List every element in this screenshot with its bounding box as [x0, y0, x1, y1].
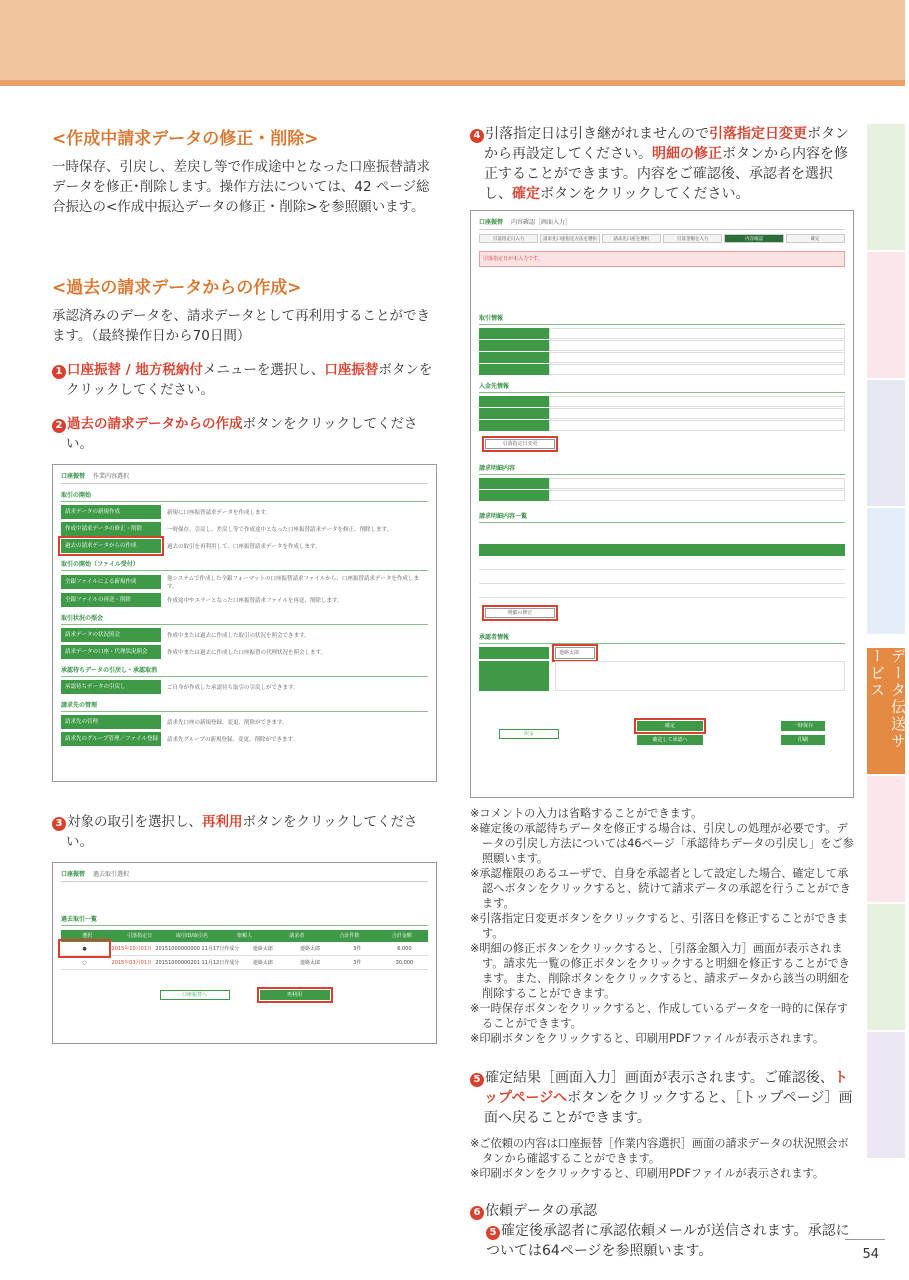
- table-cell: 2015年10月01日: [111, 946, 152, 952]
- index-tab: [867, 904, 905, 1032]
- column-header: 依頼人: [236, 933, 252, 939]
- header-band: [0, 0, 905, 80]
- note-item: ※一時保存ボタンをクリックすると、作成しているデータを一時的に保存することができます。: [470, 1002, 849, 1030]
- print-button[interactable]: 印刷: [781, 735, 825, 745]
- column-header: 選択: [82, 933, 93, 939]
- confirm-and-approve-button[interactable]: 確定して承認へ: [637, 735, 703, 745]
- note-item: ※明細の修正ボタンをクリックすると、［引落金額入力］画面が表示されます。請求先一覧の修正ボタンをクリックすると明細を修正することができます。また、削除ボタンをクリックすると、請求データから該当の明細を削除することができます。: [470, 942, 850, 1000]
- progress-step: 請求先口座を選択: [602, 234, 661, 243]
- category-heading: 取引の開始（ファイル受付）: [61, 559, 428, 571]
- index-tab: [867, 124, 905, 252]
- section-title: <作成中請求データの修正・削除>: [52, 129, 319, 149]
- change-debit-date-button[interactable]: 引落指定日変更: [485, 439, 555, 449]
- index-tabs: [867, 124, 905, 1154]
- table-cell: 連絡太郎: [252, 960, 273, 966]
- note-item: ※確定後の承認待ちデータを修正する場合は、引戻しの処理が必要です。データの引戻し方法については46ページ「承認待ちデータの引戻し」をご参照願います。: [470, 822, 854, 865]
- confirm-button[interactable]: 確定: [637, 721, 703, 731]
- menu-description: 請求先口座の新規登録、変更、削除ができます。: [167, 720, 288, 726]
- menu-description: 請求先グループの新規登録、変更、削除ができます。: [167, 737, 299, 743]
- table-cell: 20151000000000 11月17日作成分: [155, 946, 240, 952]
- progress-step: 確定: [786, 234, 845, 243]
- right-column: [470, 124, 854, 1261]
- table-cell: 2015年03月01日: [111, 960, 152, 966]
- table-cell: 3件: [353, 946, 362, 952]
- table-cell: 連絡太郎: [300, 946, 321, 952]
- note-item: ※承認権限のあるユーザで、自身を承認者として設定した場合、確定して承認へボタンをクリックすると、続けて請求データの承認を行うことができます。: [470, 867, 851, 910]
- note-item: ※印刷ボタンをクリックすると、印刷用PDFファイルが表示されます。: [470, 1167, 825, 1180]
- section-body: 一時保存、引戻し、差戻し等で作成途中となった口座振替請求データを修正･削除します。操作方法については、42 ページ総合振込の<作成中振込データの修正・削除>を参照願います。: [52, 159, 430, 215]
- menu-description: 一時保存、引戻し、差戻し等で作成途中となった口座振替請求データを修正、削除します。: [167, 527, 393, 533]
- menu-button[interactable]: 請求データの状況照会: [61, 628, 161, 642]
- row-radio[interactable]: ○: [82, 960, 87, 966]
- progress-step: 引落指定日入力: [479, 234, 538, 243]
- screenshot-past-trade-select: 口座振替 過去取引選択 過去取引一覧 選択 引落指定日 取引ID/取引名 依頼人 請求者 合計件数 合計金額 ● 2015年10月01日 20151000000000 11月17日作成分 連絡太郎 連絡太郎 3件 6,000 ○ 2015年03月01日 20151000000201 11月12日作成分 連絡太郎 連絡太郎 3件 30,000 口座振替へ 再利用: [52, 862, 437, 1044]
- notes-list: [470, 806, 854, 1046]
- table-cell: 連絡太郎: [300, 960, 321, 966]
- index-tab: [867, 380, 905, 508]
- menu-description: 他システムで作成した全銀フォーマットの口座振替請求ファイルから、口座振替請求データを作成します。: [167, 576, 419, 590]
- screenshot-task-select: 口座振替 作業内容選択 取引の開始 請求データの新規作成 新規に口座振替請求データを作成します。 作成中請求データの修正・削除 一時保存、引戻し、差戻し等で作成途中となった口座振替請求データを修正、削除します。 過去の請求データからの作成 過去の取引を再利用して、口座振替請求データを作成します。 取引の開始（ファイル受付） 全銀ファイルによる新規作成 他システムで作成した全銀フォーマットの口座振替請求ファイルから、口座振替請求データを作成します。 全銀ファイルの再送・削除 作成途中やエラーとなった口座振替請求ファイルを再送、削除します。 取引状況の照会 請求データの状況照会 作成中または過去に作成した取引の状況を照会できます。 請求データの口座・代理状況照会 作成中または過去に作成した口座振替の代理状況を照会します。 承認待ちデータの引戻し・承認取消 承認待ちデータの引戻し ご自身が作成した承認待ち取引の引戻しができます。 請求先の管理 請求先の管理 請求先口座の新規登録、変更、削除ができます。 請求先のグループ管理／ファイル登録 請求先グループの新規登録、変更、削除ができます。: [52, 464, 437, 782]
- alert-box: 引落指定日が未入力です。: [479, 251, 845, 267]
- menu-description: 作成中または過去に作成した口座振替の代理状況を照会します。: [167, 650, 327, 656]
- table-cell: 連絡太郎: [252, 946, 273, 952]
- category-heading: 承認待ちデータの引戻し・承認取消: [61, 665, 428, 677]
- note-item: ※引落指定日変更ボタンをクリックすると、引落日を修正することができます。: [470, 912, 849, 940]
- table-cell: 6,000: [397, 946, 412, 952]
- column-header: 請求者: [289, 933, 305, 939]
- index-tab: [867, 508, 905, 636]
- progress-step: 引落金額を入力: [663, 234, 722, 243]
- category-heading: 請求先の管理: [61, 700, 428, 712]
- table-row[interactable]: [61, 956, 428, 970]
- menu-button[interactable]: 請求データの口座・代理状況照会: [61, 645, 161, 659]
- step-2: 2 過去の請求データからの作成ボタンをクリックしてください。: [52, 414, 437, 454]
- menu-button[interactable]: 請求先の管理: [61, 715, 161, 729]
- menu-button[interactable]: 請求データの新規作成: [61, 505, 161, 519]
- table-cell: 20151000000201 11月12日作成分: [155, 960, 240, 966]
- step-1: 1 口座振替 / 地方税納付メニューを選択し、口座振替ボタンをクリックしてください。: [52, 360, 437, 400]
- column-header: 引落指定日: [127, 933, 153, 939]
- table-cell: 30,000: [395, 960, 414, 966]
- step-6: 6 依頼データの承認: [470, 1201, 854, 1221]
- index-tab-active: データ伝送サービス: [867, 648, 905, 776]
- column-header: 合計件数: [339, 933, 360, 939]
- section-title: <過去の請求データからの作成>: [52, 278, 302, 298]
- menu-button[interactable]: 全銀ファイルによる新規作成: [61, 575, 161, 589]
- approver-select[interactable]: 連絡太郎: [555, 647, 595, 659]
- row-radio[interactable]: ●: [61, 942, 108, 955]
- page-number: 54: [862, 1247, 879, 1262]
- temp-save-button[interactable]: 一時保存: [781, 721, 825, 731]
- menu-button[interactable]: 過去の請求データからの作成: [61, 539, 161, 553]
- reuse-button[interactable]: 再利用: [260, 990, 330, 1000]
- screenshot-content-confirm: 口座振替 内容確認［画面入力］ 引落指定日入力 請求先口座指定方法を選択 請求先口座を選択 引落金額を入力 内容確認 確定 引落指定日が未入力です。 取引情報 入金先情報 引落指定日変更 請求明細内容 請求明細内容一覧 明細の修正 承認者情報 連絡太郎 戻る 確定 確定して承認へ 一時保存 印刷: [470, 210, 854, 798]
- step-5: 5 確定結果［画面入力］画面が表示されます。ご確認後、トップページへボタンをクリックすると、［トップページ］画面へ戻ることができます。: [470, 1068, 854, 1128]
- index-tab: [867, 1032, 905, 1160]
- menu-description: 新規に口座振替請求データを作成します。: [167, 510, 272, 516]
- table-cell: 3件: [353, 960, 362, 966]
- page-number-rule: [845, 1239, 885, 1240]
- back-to-transfer-button[interactable]: 口座振替へ: [160, 990, 230, 1000]
- step-3: 3 対象の取引を選択し、再利用ボタンをクリックしてください。: [52, 812, 437, 852]
- step-4: 4 引落指定日は引き継がれませんので引落指定日変更ボタンから再設定してください。明細の修正ボタンから内容を修正することができます。内容をご確認後、承認者を選択し、確定ボタンをクリックしてください。: [470, 124, 854, 204]
- column-header: 取引ID/取引名: [176, 933, 209, 939]
- index-tab: [867, 252, 905, 380]
- comment-field[interactable]: [555, 661, 845, 691]
- back-button[interactable]: 戻る: [499, 729, 559, 739]
- header-rule: [0, 80, 905, 86]
- menu-button[interactable]: 全銀ファイルの再送・削除: [61, 593, 161, 607]
- menu-description: 過去の取引を再利用して、口座振替請求データを作成します。: [167, 544, 321, 550]
- menu-button[interactable]: 承認待ちデータの引戻し: [61, 680, 161, 694]
- column-header: 合計金額: [391, 933, 412, 939]
- note-item: ※ご依頼の内容は口座振替［作業内容選択］画面の請求データの状況照会ボタンから確認することができます。: [470, 1137, 849, 1165]
- fix-detail-button[interactable]: 明細の修正: [485, 608, 555, 618]
- note-item: ※コメントの入力は省略することができます。: [470, 807, 703, 820]
- progress-step: 内容確認: [724, 234, 783, 243]
- left-column: [52, 124, 437, 1044]
- menu-description: 作成途中やエラーとなった口座振替請求ファイルを再送、削除します。: [167, 598, 343, 604]
- section-body: 承認済みのデータを、請求データとして再利用することができます。（最終操作日から70日間）: [52, 308, 430, 344]
- notes-list: [470, 1136, 854, 1181]
- category-heading: 取引の開始: [61, 490, 428, 502]
- progress-step: 請求先口座指定方法を選択: [540, 234, 599, 243]
- index-tab: [867, 776, 905, 904]
- category-heading: 取引状況の照会: [61, 613, 428, 625]
- menu-description: ご自身が作成した承認待ち取引の引戻しができます。: [167, 685, 299, 691]
- menu-button[interactable]: 請求先のグループ管理／ファイル登録: [61, 732, 161, 746]
- menu-button[interactable]: 作成中請求データの修正・削除: [61, 522, 161, 536]
- step-6-body: 5 確定後承認者に承認依頼メールが送信されます。承認については64ページを参照願います。: [486, 1223, 850, 1259]
- menu-description: 作成中または過去に作成した取引の状況を照会できます。: [167, 633, 310, 639]
- table-row[interactable]: [61, 942, 428, 956]
- note-item: ※印刷ボタンをクリックすると、印刷用PDFファイルが表示されます。: [470, 1032, 825, 1045]
